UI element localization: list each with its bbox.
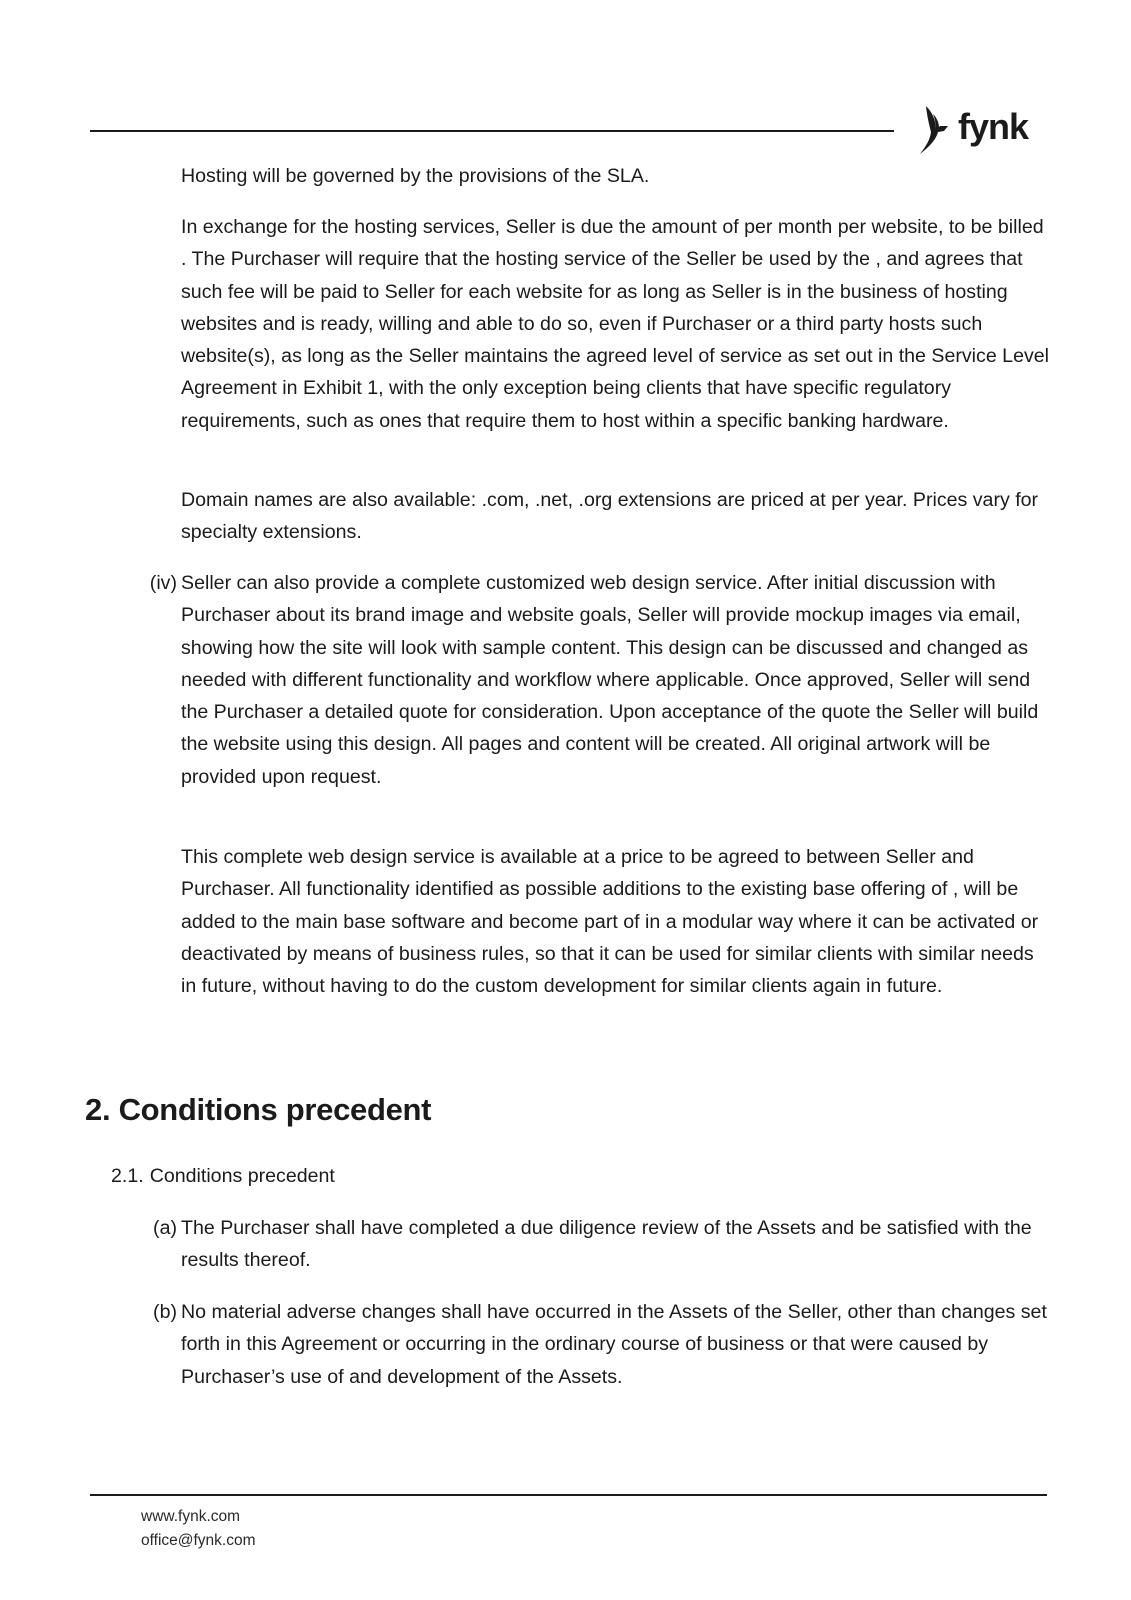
list-marker: (b) (153, 1301, 177, 1323)
footer (141, 1505, 256, 1553)
brand-name: fynk (958, 106, 1029, 147)
bird-logo-icon (920, 104, 952, 156)
list-item-text: No material adverse changes shall have occurred in the Assets of the Seller, other than changes set forth in this Agreement or occurring in the ordinary course of business or that were caused by Purchaser’s use of and development of the Assets. (181, 1301, 1047, 1388)
header-rule (90, 130, 894, 132)
footer-email-link[interactable]: office@fynk.com (141, 1532, 256, 1549)
section-heading: 2. Conditions precedent (85, 1092, 432, 1127)
sub-heading (111, 1160, 335, 1192)
paragraph-hosting-fees: In exchange for the hosting services, Seller is due the amount of per month per website, to be billed . The Purchaser will require that the hosting service of the Seller be used by the , and agrees that such fee will be paid to Seller for each website for as long as Seller is in the business of hosting websites and is ready, willing and able to do so, even if Purchaser or a third party hosts such website(s), as long as the Seller maintains the agreed level of service as set out in the Service Level Agreement in Exhibit 1, with the only exception being clients that have specific regulatory requirements, such as ones that require them to host within a specific banking hardware. (181, 216, 1050, 432)
paragraph-web-design-price: This complete web design service is available at a price to be agreed to between Seller and Purchaser. All functionality identified as possible additions to the existing base offering of , will be added to the main base software and become part of in a modular way where it can be activated or deactivated by means of business rules, so that it can be used for similar clients with similar needs in future, without having to do the custom development for similar clients again in future. (181, 846, 1039, 998)
footer-rule (90, 1494, 1047, 1496)
list-marker: (a) (153, 1217, 177, 1239)
list-item-b (153, 1296, 1051, 1393)
list-item-text: Seller can also provide a complete customized web design service. After initial discussion with Purchaser about its brand image and website goals, Seller will provide mockup images via email, showing how the site will look with sample content. This design can be discussed and changed as needed with different functionality and workflow where applicable. Once approved, Seller will send the Purchaser a detailed quote for consideration. Upon acceptance of the quote the Seller will build the website using this design. All pages and content will be created. All original artwork will be provided upon request. (181, 572, 1039, 788)
paragraph-hosting-sla: Hosting will be governed by the provisions of the SLA. (181, 165, 650, 187)
sub-heading-number: 2.1. (111, 1165, 144, 1187)
list-marker: (iv) (149, 572, 177, 594)
list-item-iv (149, 567, 1051, 793)
paragraph-domain-names: Domain names are also available: .com, .net, .org extensions are priced at per year. Prices vary for specialty extensions. (181, 489, 1039, 544)
footer-website-link[interactable]: www.fynk.com (141, 1508, 241, 1525)
brand-logo (920, 104, 1028, 156)
sub-heading-title: Conditions precedent (149, 1165, 335, 1187)
list-item-text: The Purchaser shall have completed a due diligence review of the Assets and be satisfied with the results thereof. (181, 1217, 1032, 1272)
list-item-a (153, 1212, 1051, 1277)
